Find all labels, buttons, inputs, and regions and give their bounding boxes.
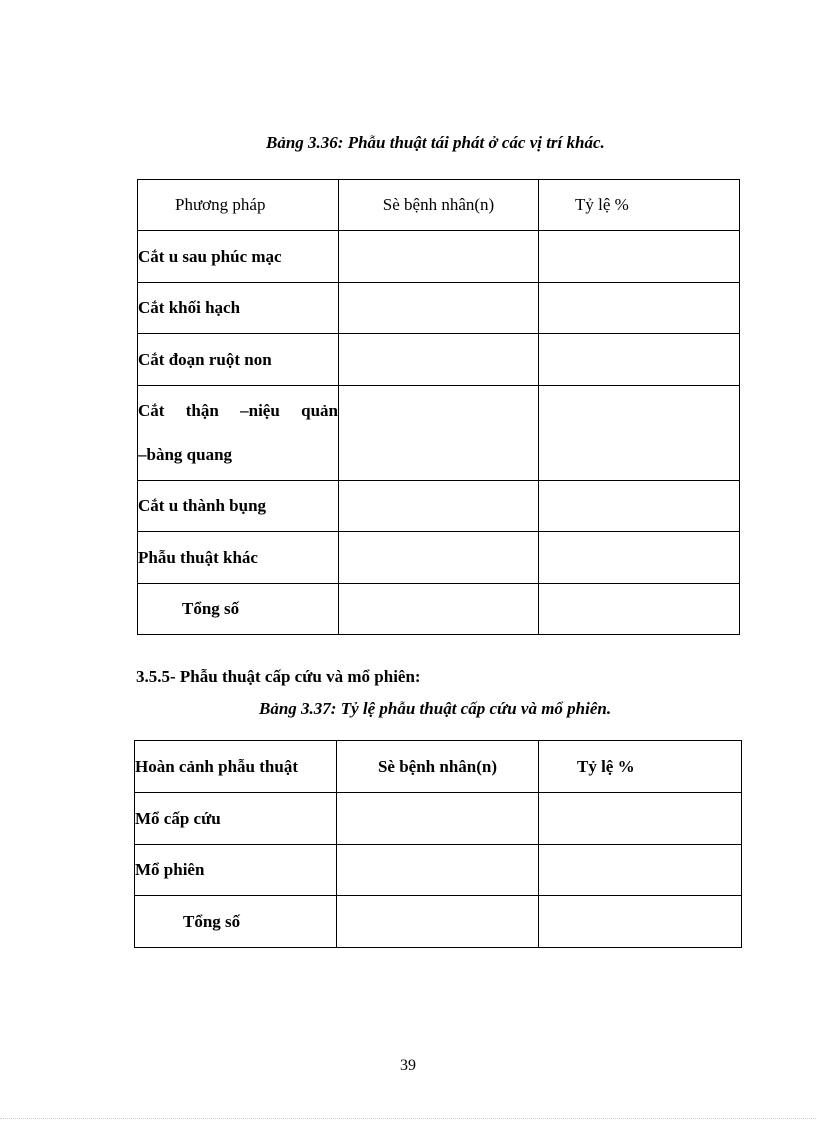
surgery-recurrence-table [137, 179, 740, 635]
header-percent: Tỷ lệ % [539, 180, 740, 231]
table-total-row [135, 896, 742, 948]
table-row [138, 283, 740, 334]
cell-patient-count [339, 231, 539, 283]
table-header-row [138, 180, 740, 231]
table-row [138, 334, 740, 386]
cell-percent [539, 793, 742, 845]
emergency-elective-surgery-table [134, 740, 742, 948]
table-row [138, 386, 740, 481]
row-label-line-1: Cắt thận –niệu quản [138, 401, 338, 420]
row-label-multiline [138, 386, 339, 481]
table-caption-3-36: Bảng 3.36: Phẫu thuật tái phát ở các vị trí khác. [266, 133, 605, 152]
header-method: Phương pháp [138, 180, 339, 231]
cell-patient-count [339, 481, 539, 532]
cell-patient-count [339, 334, 539, 386]
table-row [138, 481, 740, 532]
table-row [138, 532, 740, 584]
table-row [135, 793, 742, 845]
row-label: Cắt u thành bụng [138, 481, 339, 532]
header-surgery-context: Hoàn cảnh phẫu thuật [135, 741, 337, 793]
row-label: Cắt đoạn ruột non [138, 334, 339, 386]
cell-percent [539, 334, 740, 386]
cell-percent [539, 896, 742, 948]
cell-percent [539, 481, 740, 532]
cell-percent [539, 283, 740, 334]
cell-percent [539, 845, 742, 896]
row-label: Cắt u sau phúc mạc [138, 231, 339, 283]
total-label: Tổng số [135, 896, 337, 948]
page-number: 39 [400, 1057, 416, 1074]
table-row [135, 845, 742, 896]
total-label: Tổng số [138, 584, 339, 635]
cell-patient-count [339, 386, 539, 481]
cell-percent [539, 532, 740, 584]
cell-patient-count [337, 793, 539, 845]
row-label: Phẫu thuật khác [138, 532, 339, 584]
cell-patient-count [337, 845, 539, 896]
cell-patient-count [339, 283, 539, 334]
header-patient-count: Sè bệnh nhân(n) [337, 741, 539, 793]
cell-patient-count [339, 532, 539, 584]
row-label-line-2: –bàng quang [138, 445, 233, 464]
page-bottom-divider [0, 1118, 816, 1119]
cell-percent [539, 231, 740, 283]
row-label: Mổ phiên [135, 845, 337, 896]
cell-patient-count [339, 584, 539, 635]
table-row [138, 231, 740, 283]
row-label: Cắt khối hạch [138, 283, 339, 334]
table-caption-3-37: Bảng 3.37: Tỷ lệ phẫu thuật cấp cứu và mổ phiên. [259, 699, 612, 718]
table-header-row [135, 741, 742, 793]
cell-percent [539, 386, 740, 481]
cell-patient-count [337, 896, 539, 948]
row-label: Mổ cấp cứu [135, 793, 337, 845]
cell-percent [539, 584, 740, 635]
header-percent: Tỷ lệ % [539, 741, 742, 793]
table-total-row [138, 584, 740, 635]
section-heading-3-5-5: 3.5.5- Phẫu thuật cấp cứu và mổ phiên: [136, 667, 421, 686]
header-patient-count: Sè bệnh nhân(n) [339, 180, 539, 231]
